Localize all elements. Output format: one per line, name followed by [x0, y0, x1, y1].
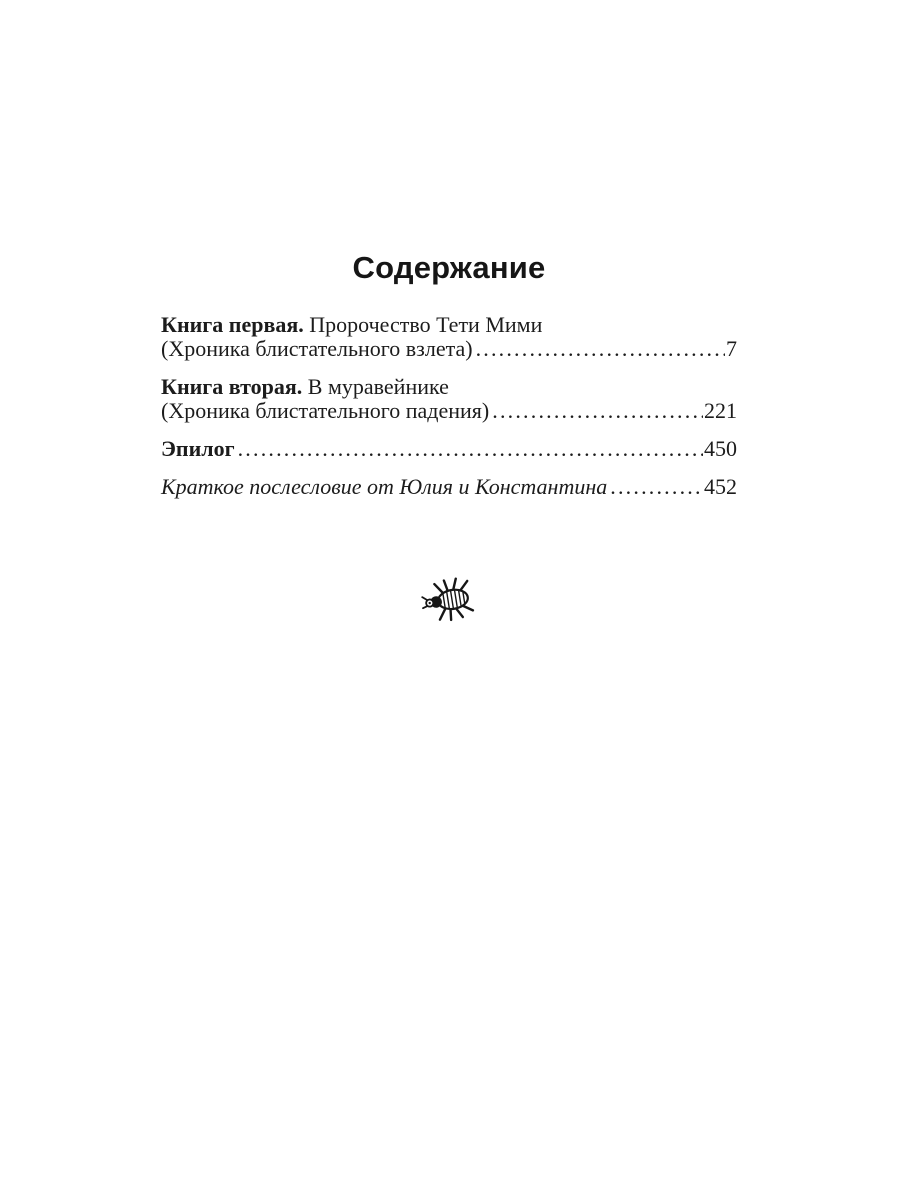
dot-leader	[476, 337, 725, 361]
page-number: 450	[704, 436, 737, 461]
toc-content	[161, 250, 737, 630]
dot-leader	[238, 437, 703, 461]
toc-entry-title-line	[161, 313, 737, 337]
toc-entry-subtitle: (Хроника блистательного взлета)	[161, 336, 473, 361]
toc-entry-afterword	[161, 475, 737, 499]
toc-entry-subtitle-line	[161, 399, 737, 423]
dot-leader	[610, 475, 703, 499]
toc-entry-title-rest: Пророчество Тети Мими	[303, 312, 543, 337]
dot-leader	[492, 399, 703, 423]
toc-entry-title-rest: В муравейнике	[302, 374, 449, 399]
page-number: 452	[704, 474, 737, 499]
toc-entry-title-bold: Эпилог	[161, 436, 235, 461]
ornament-container	[161, 575, 737, 630]
toc-entry-title-italic: Краткое послесловие от Юлия и Константина	[161, 474, 608, 499]
toc-entry-subtitle: (Хроника блистательного падения)	[161, 398, 490, 423]
toc-entry-title-bold: Книга вторая.	[161, 374, 303, 399]
toc-entry-title-line	[161, 375, 737, 399]
page-number: 221	[704, 398, 737, 423]
page-number: 7	[726, 336, 737, 361]
insect-vignette-icon	[421, 575, 477, 625]
toc-entry-book-one	[161, 313, 737, 361]
toc-entry-subtitle-line	[161, 337, 737, 361]
toc-entry-epilogue	[161, 437, 737, 461]
page-title: Содержание	[352, 250, 546, 285]
toc-entry-title-bold: Книга первая.	[161, 312, 304, 337]
toc-entry-book-two	[161, 375, 737, 423]
